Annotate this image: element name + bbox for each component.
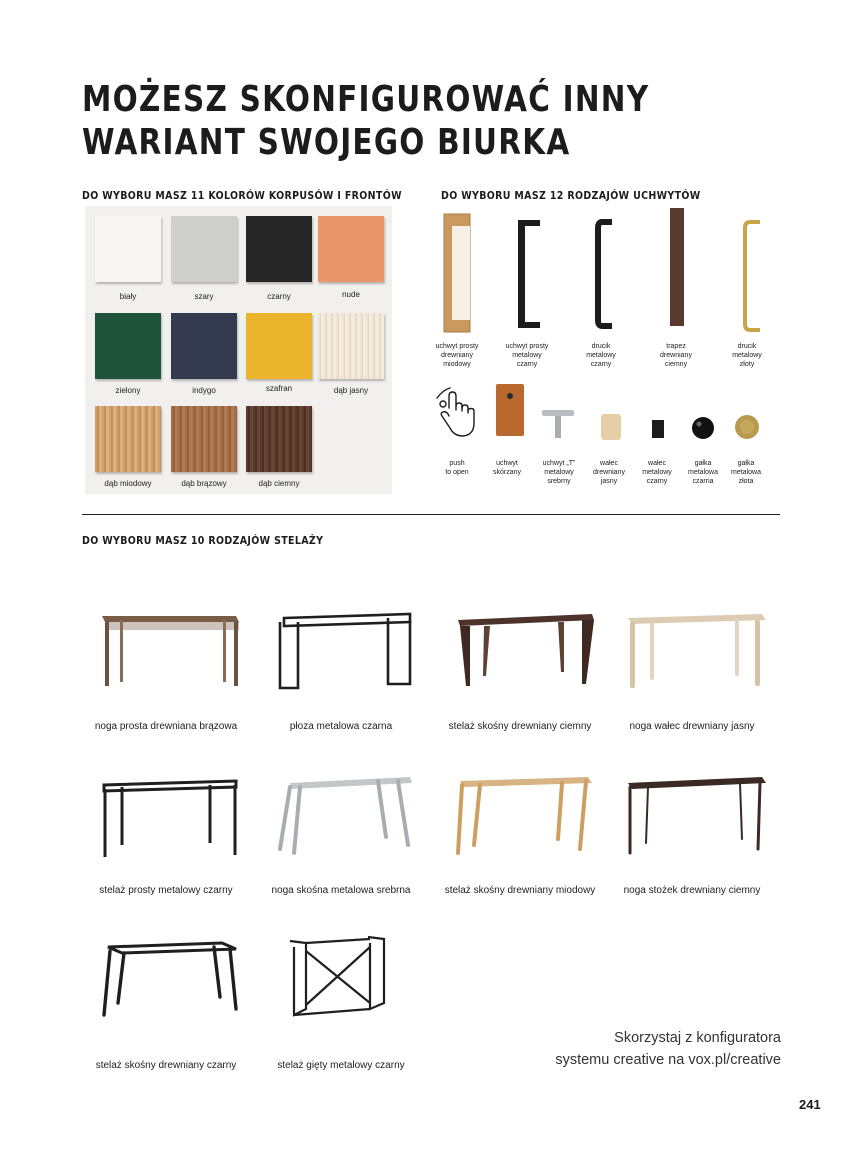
handle-label-5: drucik metalowy złoty <box>732 343 762 368</box>
swatch-dab-miodowy[interactable] <box>95 406 161 472</box>
handle-label-12: gałka metalowa złota <box>731 460 761 485</box>
swatch-dab-jasny[interactable] <box>318 313 384 379</box>
handle-label-6: push to open <box>445 460 469 476</box>
title-line-2: WARIANT SWOJEGO BIURKA <box>82 122 571 163</box>
frame-label-4: noga wałec drewniany jasny <box>629 721 755 732</box>
cta-line-2[interactable]: systemu creative na vox.pl/creative <box>555 1052 781 1068</box>
swatch-czarny[interactable] <box>246 216 312 282</box>
configurator-cta <box>555 1027 781 1071</box>
handles-row1-graphics <box>430 208 775 338</box>
title-line-1: MOŻESZ SKONFIGUROWAĆ INNY <box>82 79 650 120</box>
straight-metal-frame-icon <box>96 773 246 863</box>
frame-label-6: noga skośna metalowa srebrna <box>271 885 411 896</box>
black-bar-handle-icon <box>518 220 540 328</box>
frame-label-7: stelaż skośny drewniany miodowy <box>444 885 596 896</box>
frame-label-5: stelaż prosty metalowy czarny <box>99 885 233 896</box>
slanted-honey-wood-frame-icon <box>450 773 600 863</box>
page-title <box>82 78 656 164</box>
color-swatch-panel <box>85 206 392 494</box>
section-divider <box>82 514 780 515</box>
frames-heading: DO WYBORU MASZ 10 RODZAJÓW STELAŻY <box>82 534 324 547</box>
metal-runner-frame-icon <box>270 608 420 693</box>
handle-label-9: wałec drewniany jasny <box>593 460 625 485</box>
bent-metal-frame-icon <box>270 933 420 1023</box>
handles-row2-graphics <box>430 380 775 448</box>
swatch-label: dąb jasny <box>333 386 369 395</box>
swatch-label: zielony <box>115 386 141 395</box>
swatch-bialy[interactable] <box>95 216 161 282</box>
handle-label-4: trapez drewniany ciemny <box>660 343 692 368</box>
straight-wood-legs-icon <box>96 608 246 693</box>
frame-label-1: noga prosta drewniana brązowa <box>94 721 238 732</box>
swatch-label: dąb miodowy <box>104 479 152 488</box>
swatch-label: dąb ciemny <box>258 479 300 488</box>
slanted-silver-legs-icon <box>270 773 420 863</box>
black-roller-icon <box>652 420 664 438</box>
handle-label-7: uchwyt skórzany <box>492 460 521 476</box>
wood-bar-handle-icon <box>444 214 470 332</box>
swatch-label: nude <box>342 290 360 299</box>
swatch-label: indygo <box>192 386 216 395</box>
wood-roller-icon <box>601 414 621 440</box>
swatch-szafran[interactable] <box>246 313 312 379</box>
frame-label-3: stelaż skośny drewniany ciemny <box>448 721 592 732</box>
swatch-label: czarny <box>267 292 291 301</box>
slanted-dark-wood-frame-icon <box>450 608 600 693</box>
page-number: 241 <box>799 1097 821 1112</box>
swatch-szary[interactable] <box>171 216 237 282</box>
swatch-label: szary <box>194 292 214 301</box>
leather-handle-icon <box>496 384 524 436</box>
black-knob-icon <box>692 417 714 439</box>
t-handle-icon <box>542 410 574 438</box>
handle-label-3: drucik metalowy czarny <box>586 343 616 368</box>
frame-label-10: stelaż gięty metalowy czarny <box>277 1060 405 1071</box>
swatch-dab-brazowy[interactable] <box>171 406 237 472</box>
tapered-dark-wood-legs-icon <box>622 773 772 863</box>
push-to-open-icon <box>437 388 474 436</box>
frame-label-2: płoza metalowa czarna <box>289 721 393 732</box>
swatch-indygo[interactable] <box>171 313 237 379</box>
slanted-black-wood-frame-icon <box>96 933 246 1023</box>
frame-label-8: noga stożek drewniany ciemny <box>623 885 761 896</box>
round-light-wood-legs-icon <box>622 608 772 693</box>
swatch-nude[interactable] <box>318 216 384 282</box>
swatch-label: szafran <box>265 384 293 393</box>
swatch-dab-ciemny[interactable] <box>246 406 312 472</box>
swatch-label: dąb brązowy <box>181 479 227 488</box>
handle-label-11: gałka metalowa czarna <box>688 460 718 485</box>
trapeze-handle-icon <box>670 208 684 326</box>
swatch-label: biały <box>119 292 137 301</box>
handle-label-1: uchwyt prosty drewniany miodowy <box>435 343 479 368</box>
handle-label-10: wałec metalowy czarny <box>642 460 672 485</box>
black-wire-handle-icon <box>598 222 612 326</box>
handles-heading: DO WYBORU MASZ 12 RODZAJÓW UCHWYTÓW <box>441 189 701 202</box>
handle-label-8: uchwyt „T” metalowy srebrny <box>542 460 576 485</box>
swatch-zielony[interactable] <box>95 313 161 379</box>
handle-label-2: uchwyt prosty metalowy czarny <box>505 343 549 368</box>
gold-wire-handle-icon <box>745 222 760 330</box>
cta-line-1: Skorzystaj z konfiguratora <box>614 1030 781 1046</box>
colors-heading: DO WYBORU MASZ 11 KOLORÓW KORPUSÓW I FRONTÓW <box>82 189 402 202</box>
frame-label-9: stelaż skośny drewniany czarny <box>95 1060 237 1071</box>
